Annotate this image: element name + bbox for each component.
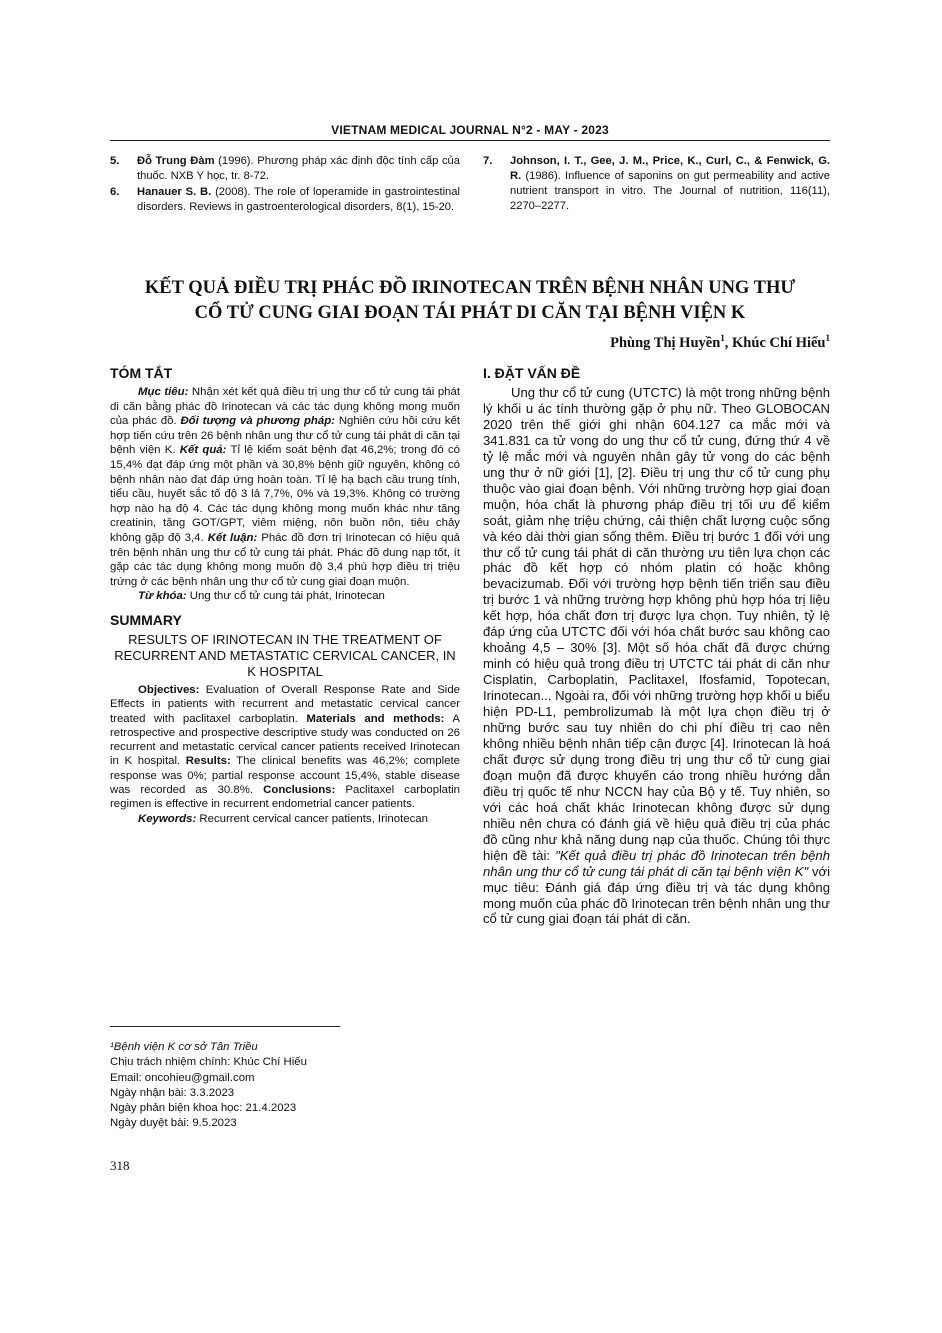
intro-text: Ung thư cổ tử cung (UTCTC) là một trong những bệnh lý khối u ác tính thường gặp ở phụ nữ. Theo GLOBOCAN 2020 trên thế giới ghi nhận 604.127 ca mắc mới và 341.831 ca tử vong do ung thư cổ tử cung, đứng thứ 4 về tỷ lệ mắc mới và nguyên nhân gây tử vong do các bệnh ung thư ở nữ giới [1], [2]. Điều trị ung thư cổ tử cung phụ thuộc vào giai đoạn bệnh. Với những trường hợp giai đoạn muộn, hóa chất là phương pháp điều trị tối ưu để kiểm soát, giảm nhẹ triệu chứng, cải thiện chất lượng cuộc sống và kéo dài thời gian sống thêm. Điều trị bước 1 đối với ung thư cổ tử cung tái phát di căn thường ưu tiên lựa chọn các phác đồ kết hợp có nhóm platin có hoặc không bevacizumab. Đối với trường hợp bệnh tiến triển sau điều trị bước 1 và những trường hợp không phù hợp hóa trị liệu kết hợp, hóa chất đơn trị được lựa chọn. Tuy nhiên, tỷ lệ đáp ứng của UTCTC đối với hóa chất bước sau không cao khoảng 4,5 – 30% [3]. Một số hóa chất đã được chứng minh có hiệu quả trong điều trị UTCTC tái phát di căn như Cisplatin, Carboplatin, Paclitaxel, Ifosfamid, Topotecan, Irinotecan... Ngoài ra, đối với những trường hợp khối u biểu hiện PD-L1, pembrolizumab là một lựa chọn điều trị ở những bước sau tuy nhiên do chi phí điều trị cao nên không nhiều bệnh nhân tiếp cận được [4]. Irinotecan là hoá chất được sử dụng trong điều trị ung thư cổ tử cung giai đoạn muộn đã được khuyến cáo trong nhiều hướng dẫn điều trị quốc tế như NCCN hay của Bộ y tế. Tuy nhiên, so với các hoá chất khác Irinotecan không được sử dụng nhiều nên chưa có đánh giá về hiệu quả điều trị của phác đồ cũng như khả năng dung nạp của thuốc. Chúng tôi thực hiện đề tài: — [483, 385, 830, 863]
reference-number: 5. — [110, 155, 120, 167]
reference-item — [110, 154, 460, 184]
abstract-body — [110, 385, 460, 604]
footnote-line: Ngày phản biện khoa học: 21.4.2023 — [110, 1102, 297, 1115]
conclusion-text: Phác đồ đơn trị Irinotecan có hiệu quả trên bệnh nhân ung thư cổ tử cung tái phát. Phác đồ dung nạp tốt, ít gặp các tác dụng không mong muốn độ 3,4 phù hợp điều trị triệu trứng ở các bệnh nhân ung thư cổ tử cung giai đoạn muộn. — [110, 531, 461, 588]
reference-number: 7. — [483, 155, 493, 167]
methods-label: Đối tượng và phương pháp: — [180, 415, 335, 428]
footnote-line: Email: oncohieu@gmail.com — [110, 1071, 255, 1084]
conclusion-label: Kết luận: — [207, 531, 258, 544]
objectives-label: Objectives: — [138, 683, 200, 696]
conclusions-text: Paclitaxel carboplatin regimen is effective in recurrent endometrial cancer patients. — [110, 783, 460, 811]
reference-item — [483, 154, 830, 214]
summary-heading: SUMMARY — [110, 611, 182, 628]
abstract-paragraph — [110, 385, 460, 589]
summary-body — [110, 683, 460, 826]
author-affiliation-mark: 1 — [825, 333, 830, 343]
header-rule — [110, 140, 830, 141]
article-title-line1: KẾT QUẢ ĐIỀU TRỊ PHÁC ĐỒ IRINOTECAN TRÊN BỆNH NHÂN UNG THƯ — [144, 278, 796, 298]
reference-detail: (1986). Influence of saponins on gut permeability and active nutrient transport in vitro. The Journal of nutrition, 116(11), 2270–2277. — [510, 170, 830, 212]
footnote-line: Chịu trách nhiệm chính: Khúc Chí Hiếu — [110, 1056, 307, 1069]
intro-paragraph — [483, 385, 830, 927]
keywords-label: Từ khóa: — [138, 590, 187, 603]
reference-text — [137, 154, 460, 184]
reference-detail: (2008). The role of loperamide in gastrointestinal disorders. Reviews in gastroenterological disorders, 8(1), 15-20. — [137, 186, 460, 213]
summary-results-text: The clinical benefits was 46,2%; complete response was 0%; partial response account 15,4%, stable disease was recorded as 30.8%. — [110, 755, 460, 796]
article-authors: Phùng Thị Huyền$^1$, Khúc Chí Hiếu$^1$ — [610, 333, 830, 351]
materials-label: Materials and methods: — [306, 712, 445, 725]
footnote — [110, 1040, 460, 1132]
summary-keywords-label: Keywords: — [138, 812, 197, 825]
methods-text: Nghiên cứu hồi cứu kết hợp tiến cứu trên 26 bệnh nhân ung thư cổ tử cung tái phát di căn tại bệnh viện K. — [110, 415, 460, 457]
objectives-text: Evaluation of Overall Response Rate and Side Effects in patients with recurrent and metastatic cervical cancer treated with paclitaxel carboplatin. — [110, 683, 460, 725]
author-name: Khúc Chí Hiếu — [732, 334, 826, 351]
reference-author: Hanauer S. B. — [137, 186, 212, 198]
author-affiliation-mark: 1 — [720, 333, 725, 343]
objective-text: Nhận xét kết quả điều trị ung thư cổ tử cung tái phát di căn bằng phác đồ Irinotecan và các tác dụng không mong muốn của phác đồ. — [110, 386, 460, 428]
intro-text-end: với mục tiêu: Đánh giá đáp ứng điều trị và tác dụng không mong muốn của phác đồ Irinotecan trên bệnh nhân ung thư cổ tử cung giai đoạn tái phát di căn. — [483, 863, 830, 927]
keywords-text: Ung thư cổ tử cung tái phát, Irinotecan — [186, 590, 385, 603]
footnote-line: Ngày duyệt bài: 9.5.2023 — [110, 1117, 237, 1130]
page-number: 318 — [110, 1158, 130, 1173]
right-column — [483, 365, 830, 927]
article-title — [110, 276, 830, 326]
reference-number: 6. — [110, 186, 120, 198]
keywords-paragraph — [110, 589, 460, 604]
summary-results-label: Results: — [185, 755, 231, 768]
reference-author: Johnson, I. T., Gee, J. M., Price, K., Curl, C., & Fenwick, G. R. — [510, 155, 830, 182]
running-header: VIETNAM MEDICAL JOURNAL N°2 - MAY - 2023 — [331, 123, 609, 137]
reference-author: Đỗ Trung Đàm — [137, 155, 215, 167]
summary-keywords-paragraph — [110, 812, 460, 826]
objective-label: Mục tiêu: — [138, 386, 189, 398]
footnote-rule — [110, 1026, 340, 1027]
left-column — [110, 365, 460, 826]
results-label: Kết quả: — [179, 444, 227, 457]
reference-text — [137, 185, 460, 215]
abstract-heading: TÓM TẮT — [110, 365, 173, 381]
author-name: Phùng Thị Huyền — [610, 334, 721, 351]
references-left — [110, 154, 460, 216]
reference-text — [510, 154, 830, 214]
study-title-quote: "Kết quả điều trị phác đồ Irinotecan trên bệnh nhân ung thư cổ tử cung tái phát di căn tại bệnh viện K" — [483, 847, 830, 879]
summary-paragraph — [110, 683, 460, 812]
summary-title: RESULTS OF IRINOTECAN IN THE TREATMENT OF RECURRENT AND METASTATIC CERVICAL CANCER, IN K HOSPITAL — [114, 631, 456, 679]
conclusions-label: Conclusions: — [263, 783, 336, 796]
summary-keywords-text: Recurrent cervical cancer patients, Irinotecan — [196, 812, 428, 825]
footnote-line: Ngày nhận bài: 3.3.2023 — [110, 1086, 235, 1099]
intro-heading: I. ĐẶT VẤN ĐỀ — [483, 365, 581, 381]
article-title-line2: CỔ TỬ CUNG GIAI ĐOẠN TÁI PHÁT DI CĂN TẠI BỆNH VIỆN K — [194, 303, 746, 323]
intro-body — [483, 385, 830, 927]
affiliation-note: ¹Bệnh viện K cơ sở Tân Triều — [110, 1041, 258, 1053]
references-right — [483, 154, 830, 215]
results-text: Tỉ lệ kiểm soát bệnh đạt 46,2%; trong đó có 15,4% đạt đáp ứng một phần và 30,8% bệnh giữ nguyên, không có bệnh nhân nào đạt đáp ứng hoàn toàn. Tỉ lệ hạ bạch cầu trung tính, tiểu cầu, huyết sắc tố độ 3 lả 7,7%, 0% và 19,3%. Không có trường hợp nào hạ độ 4. Các tác dụng không mong muốn khác như tăng creatinin, tăng GOT/GPT, viêm miệng, nôn buồn nôn, tiêu chảy không gặp độ 3,4. — [110, 444, 460, 544]
materials-text: A retrospective and prospective descriptive study was conducted on 26 recurrent and metastatic cervical cancer patients received Irinotecan in K hospital. — [110, 712, 460, 768]
reference-item — [110, 185, 460, 215]
reference-detail: (1996). Phương pháp xác định độc tính cấp của thuốc. NXB Y học, tr. 8-72. — [137, 155, 460, 182]
